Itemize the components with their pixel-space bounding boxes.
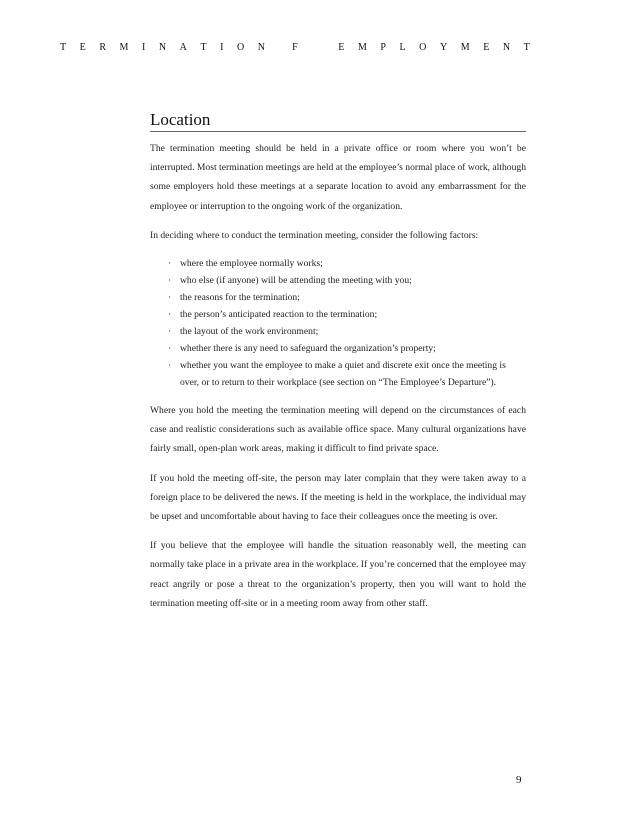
page-number: 9	[516, 774, 522, 786]
list-item-text: whether there is any need to safeguard the organization’s property;	[180, 343, 436, 355]
running-head-letter: M	[357, 42, 367, 53]
running-head-letter: N	[502, 42, 511, 53]
running-head-letter: E	[338, 42, 345, 53]
list-item	[168, 306, 526, 323]
list-item	[168, 255, 526, 272]
running-head-letter: T	[523, 42, 530, 53]
running-head-letter: T	[200, 42, 207, 53]
paragraph: In deciding where to conduct the termination meeting, consider the following factors:	[150, 229, 479, 241]
running-head-letter: E	[79, 42, 86, 53]
running-head-letter: R	[99, 42, 106, 53]
list-item-text: whether you want the employee to make a quiet and discrete exit once the meeting is over, or to return to their workplace (see section on “The Employee’s Departure”).	[180, 360, 506, 389]
list-item-text: where the employee normally works;	[180, 258, 323, 270]
paragraph: Where you hold the meeting the termination meeting will depend on the circumstances of each case and realistic considerations such as available office space. Many cultural organizations have fairly small, open-plan work areas, making it difficult to find private space.	[150, 405, 526, 455]
running-head-letter: N	[158, 42, 167, 53]
list-item-text: the person’s anticipated reaction to the termination;	[180, 309, 378, 321]
list-item-text: the layout of the work environment;	[180, 326, 319, 338]
paragraph: The termination meeting should be held in a private office or room where you won’t be interrupted. Most termination meetings are held at the employee’s normal place of work, although some employers hold these meetings at a separate location to avoid any embarrassment for the employee or interruption to the ongoing work of the organization.	[150, 143, 526, 212]
running-head-letter: I	[220, 42, 224, 53]
running-head-letter: A	[179, 42, 187, 53]
list-item	[168, 357, 526, 391]
running-head-letter: L	[399, 42, 406, 53]
bullet: ·	[168, 275, 172, 287]
list-item	[168, 340, 526, 357]
running-head-letter: T	[60, 42, 67, 53]
bullet: ·	[168, 292, 172, 304]
running-head-letter: N	[257, 42, 265, 53]
section-title: Location	[150, 110, 526, 132]
running-head-letter: Y	[439, 42, 448, 53]
running-head-letter: I	[141, 42, 146, 53]
running-head-letter: M	[460, 42, 470, 53]
list-item-text: the reasons for the termination;	[180, 292, 300, 304]
bullet: ·	[168, 326, 172, 338]
bullet: ·	[168, 309, 172, 321]
running-head-letter: M	[119, 42, 129, 53]
bullet: ·	[168, 360, 172, 372]
bullet: ·	[168, 258, 172, 270]
list-item-text: who else (if anyone) will be attending the meeting with you;	[180, 275, 412, 287]
running-head-letter: E	[483, 42, 490, 53]
paragraph: If you hold the meeting off-site, the person may later complain that they were taken away to a foreign place to be delivered the news. If the meeting is held in the workplace, the individual may be upset and uncomfortable about having to face their colleagues once the meeting is over.	[150, 472, 526, 523]
paragraph: If you believe that the employee will handle the situation reasonably well, the meeting can normally take place in a private area in the workplace. If you’re concerned that the employee may react angrily or pose a threat to the organization’s property, then you will want to hold the termination meeting off-site or in a meeting room away from other staff.	[150, 540, 526, 609]
running-head-letter: O	[419, 42, 427, 53]
running-head	[60, 42, 530, 53]
running-head-letter: O	[236, 42, 245, 53]
list-item	[168, 289, 526, 306]
page-body	[150, 110, 526, 623]
running-head-letter: F	[292, 42, 298, 53]
bullet: ·	[168, 343, 172, 355]
list-item	[168, 323, 526, 340]
list-item	[168, 272, 526, 289]
running-head-letter: P	[380, 42, 386, 53]
factors-list	[150, 255, 526, 391]
